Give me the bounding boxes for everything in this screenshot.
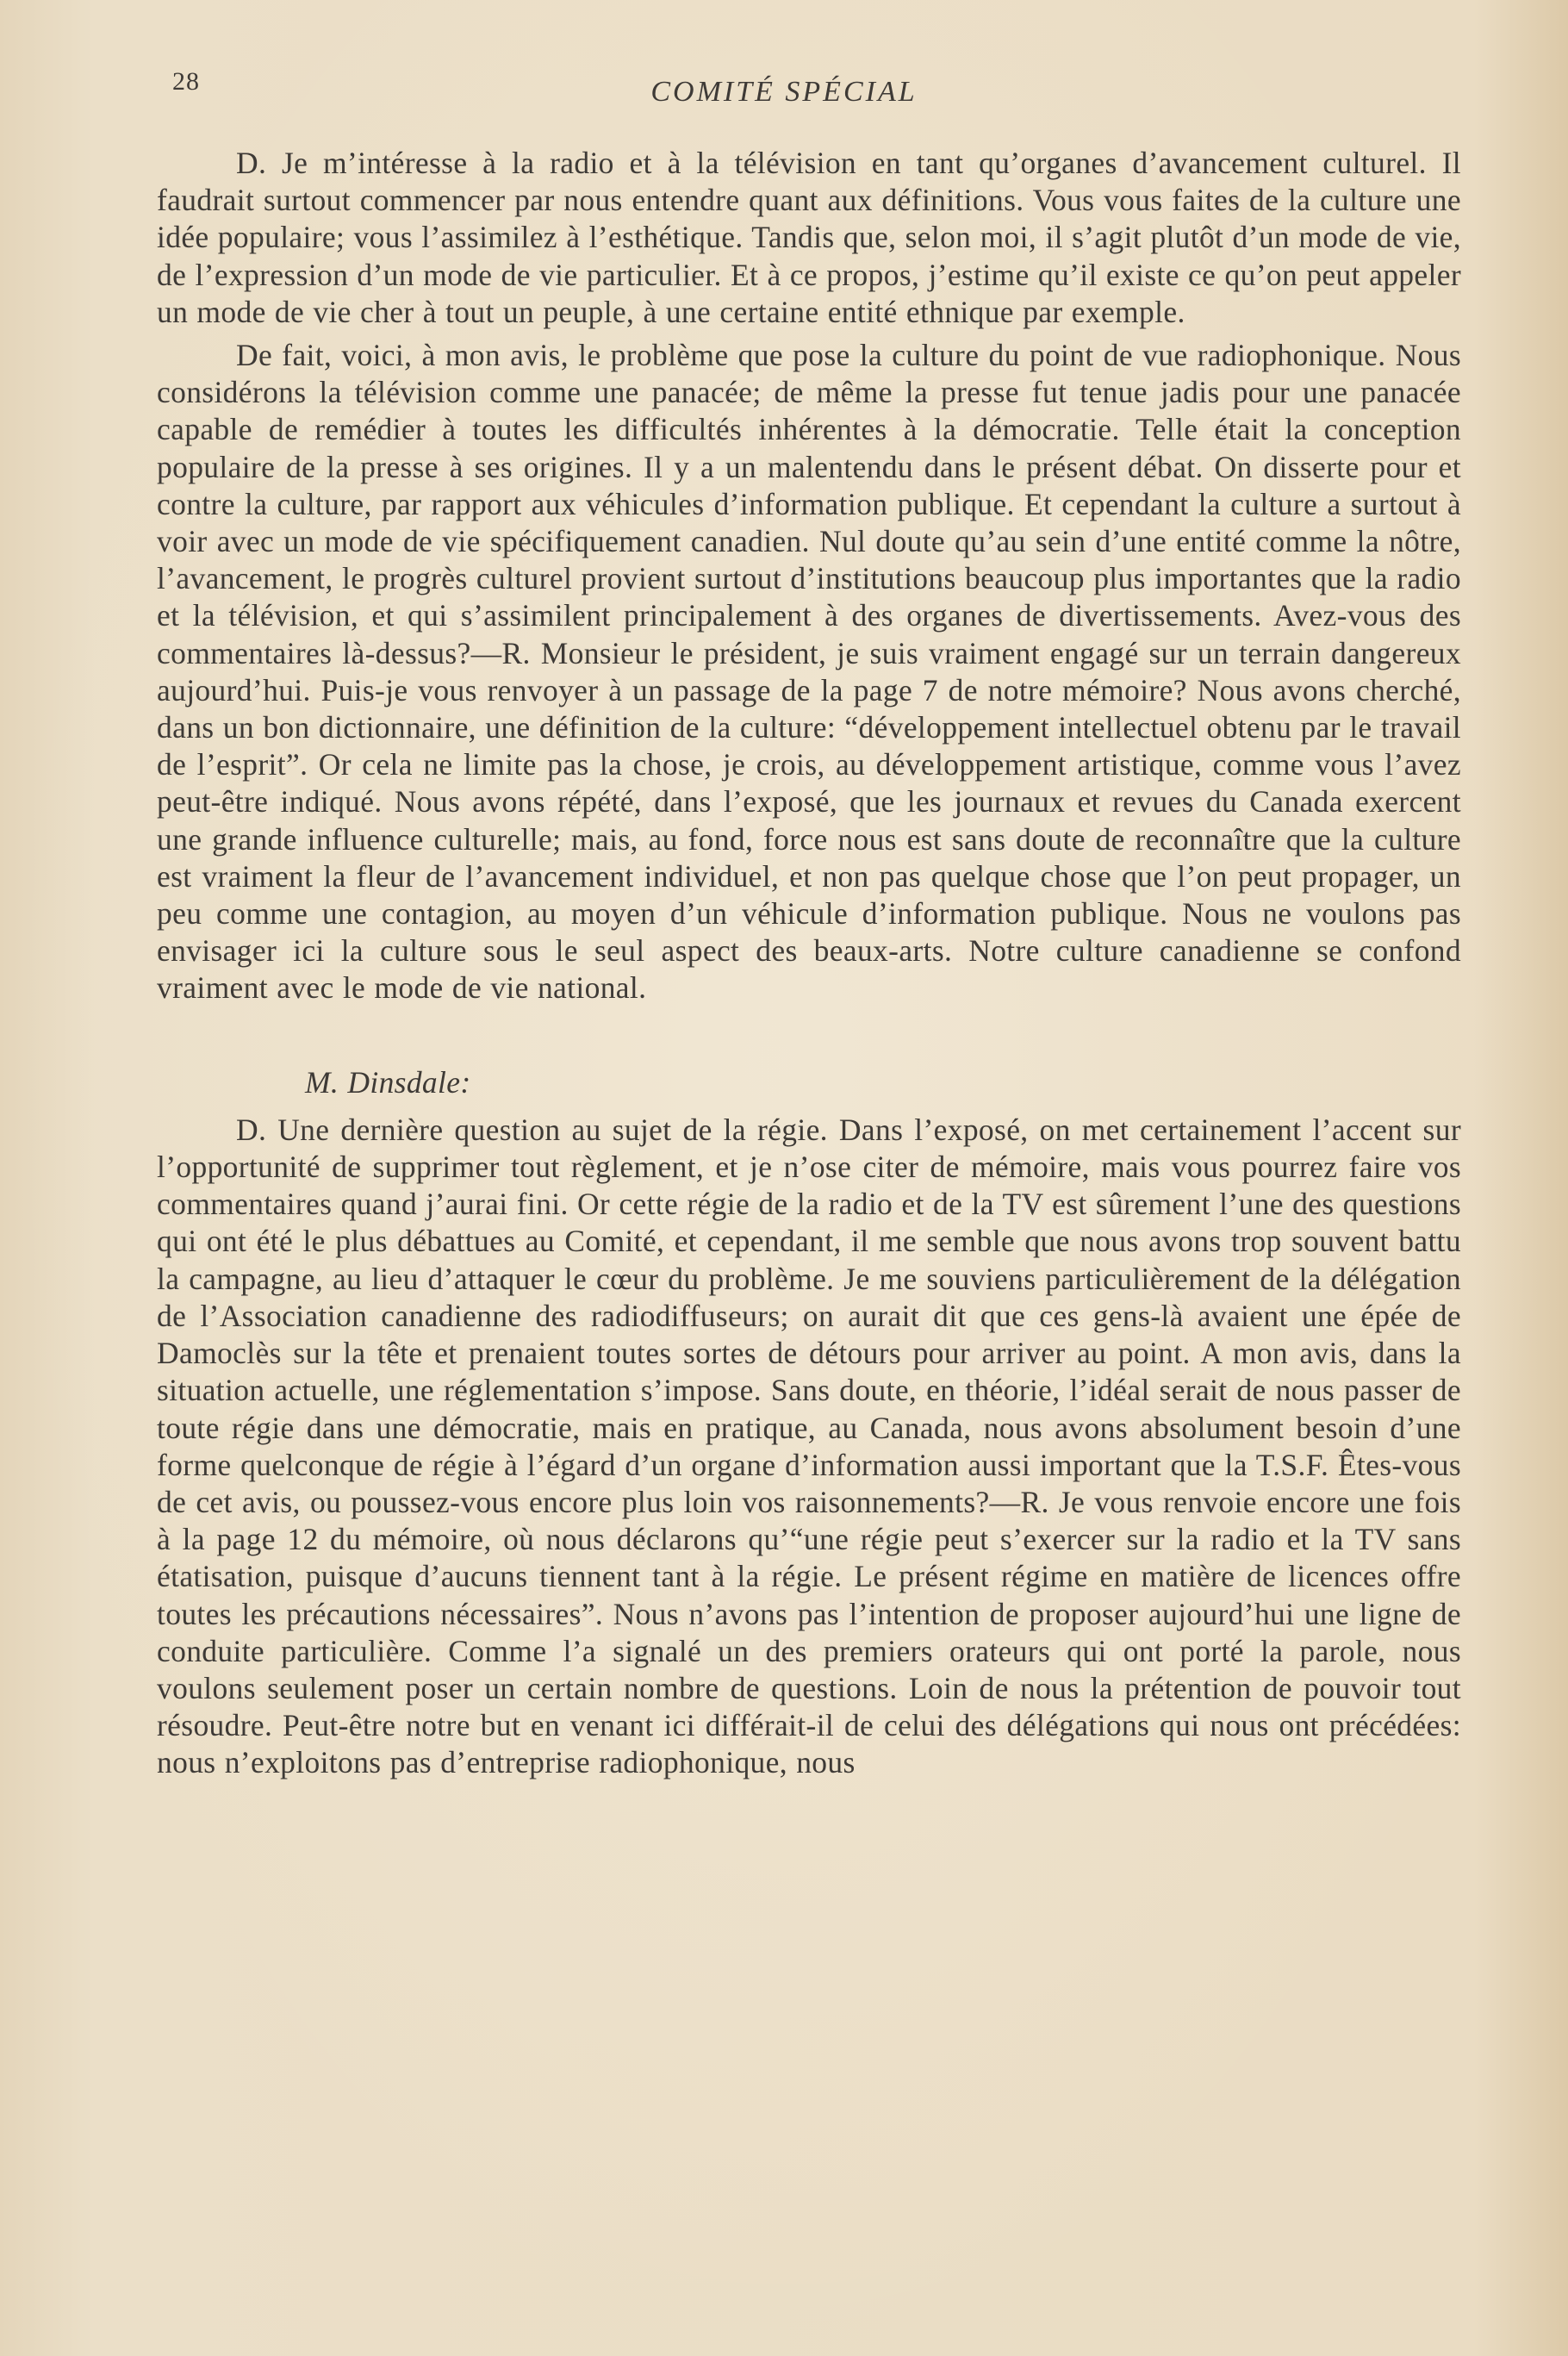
body-text: [157, 145, 1461, 1782]
speaker-label: M. Dinsdale:: [305, 1064, 471, 1100]
running-title: COMITÉ SPÉCIAL: [650, 76, 918, 108]
paragraph-question-culture: D. Je m’intéresse à la radio et à la télévision en tant qu’organes d’avancement culturel. Il faudrait surtout commencer par nous entendre quant aux définitions. Vous vous faites de la culture une idée populaire; vous l’assimilez à l’esthétique. Tandis que, selon moi, il s’agit plutôt d’un mode de vie, de l’expression d’un mode de vie particulier. Et à ce propos, j’estime qu’il existe ce qu’on peut appeler un mode de vie cher à tout un peuple, à une certaine entité ethnique par exemple.: [157, 146, 1461, 329]
paragraph-regie-question: D. Une dernière question au sujet de la régie. Dans l’exposé, on met certainement l’accent sur l’opportunité de supprimer tout règlement, et je n’ose citer de mémoire, mais vous pourrez faire vos commentaires quand j’aurai fini. Or cette régie de la radio et de la TV est sûrement l’une des questions qui ont été le plus débattues au Comité, et cependant, il me semble que nous avons trop souvent battu la campagne, au lieu d’attaquer le cœur du problème. Je me souviens particulièrement de la délégation de l’Association canadienne des radiodiffuseurs; on aurait dit que ces gens-là avaient une épée de Damoclès sur la tête et prenaient toutes sortes de détours pour arriver au point. A mon avis, dans la situation actuelle, une réglementation s’impose. Sans doute, en théorie, l’idéal serait de nous passer de toute régie dans une démocratie, mais en pratique, au Canada, nous avons absolument besoin d’une forme quelconque de régie à l’égard d’un organe d’information aussi important que la T.S.F. Êtes-vous de cet avis, ou poussez-vous encore plus loin vos raisonnements?—R. Je vous renvoie encore une fois à la page 12 du mémoire, où nous déclarons qu’“une régie peut s’exercer sur la radio et la TV sans étatisation, puisque d’aucuns tiennent tant à la régie. Le présent régime en matière de licences offre toutes les précautions nécessaires”. Nous n’avons pas l’intention de proposer aujourd’hui une ligne de conduite particulière. Comme l’a signalé un des premiers orateurs qui ont porté la parole, nous voulons seulement poser un certain nombre de questions. Loin de nous la prétention de pouvoir tout résoudre. Peut-être notre but en venant ici différait-il de celui des délégations qui nous ont précédées: nous n’exploitons pas d’entreprise radiophonique, nous: [157, 1112, 1461, 1780]
page-number: 28: [172, 67, 200, 96]
paragraph-culture-answer: De fait, voici, à mon avis, le problème que pose la culture du point de vue radiophonique. Nous considérons la télévision comme une panacée; de même la presse fut tenue jadis pour une panacée capable de remédier à toutes les difficultés inhérentes à la démocratie. Telle était la conception populaire de la presse à ses origines. Il y a un malentendu dans le présent débat. On disserte pour et contre la culture, par rapport aux véhicules d’information publique. Et cependant la culture a surtout à voir avec un mode de vie spécifiquement canadien. Nul doute qu’au sein d’une entité comme la nôtre, l’avancement, le progrès culturel provient surtout d’institutions beaucoup plus importantes que la radio et la télévision, et qui s’assimilent principalement à des organes de divertissements. Avez-vous des commentaires là-dessus?—R. Monsieur le président, je suis vraiment engagé sur un terrain dangereux aujourd’hui. Puis-je vous renvoyer à un passage de la page 7 de notre mémoire? Nous avons cherché, dans un bon dictionnaire, une définition de la culture: “développement intellectuel obtenu par le travail de l’esprit”. Or cela ne limite pas la chose, je crois, au développement artistique, comme vous l’avez peut-être indiqué. Nous avons répété, dans l’exposé, que les journaux et revues du Canada exercent une grande influence culturelle; mais, au fond, force nous est sans doute de reconnaître que la culture est vraiment la fleur de l’avancement individuel, et non pas quelque chose que l’on peut propager, un peu comme une contagion, au moyen d’un véhicule d’information publique. Nous ne voulons pas envisager ici la culture sous le seul aspect des beaux-arts. Notre culture canadienne se confond vraiment avec le mode de vie national.: [157, 338, 1461, 1006]
